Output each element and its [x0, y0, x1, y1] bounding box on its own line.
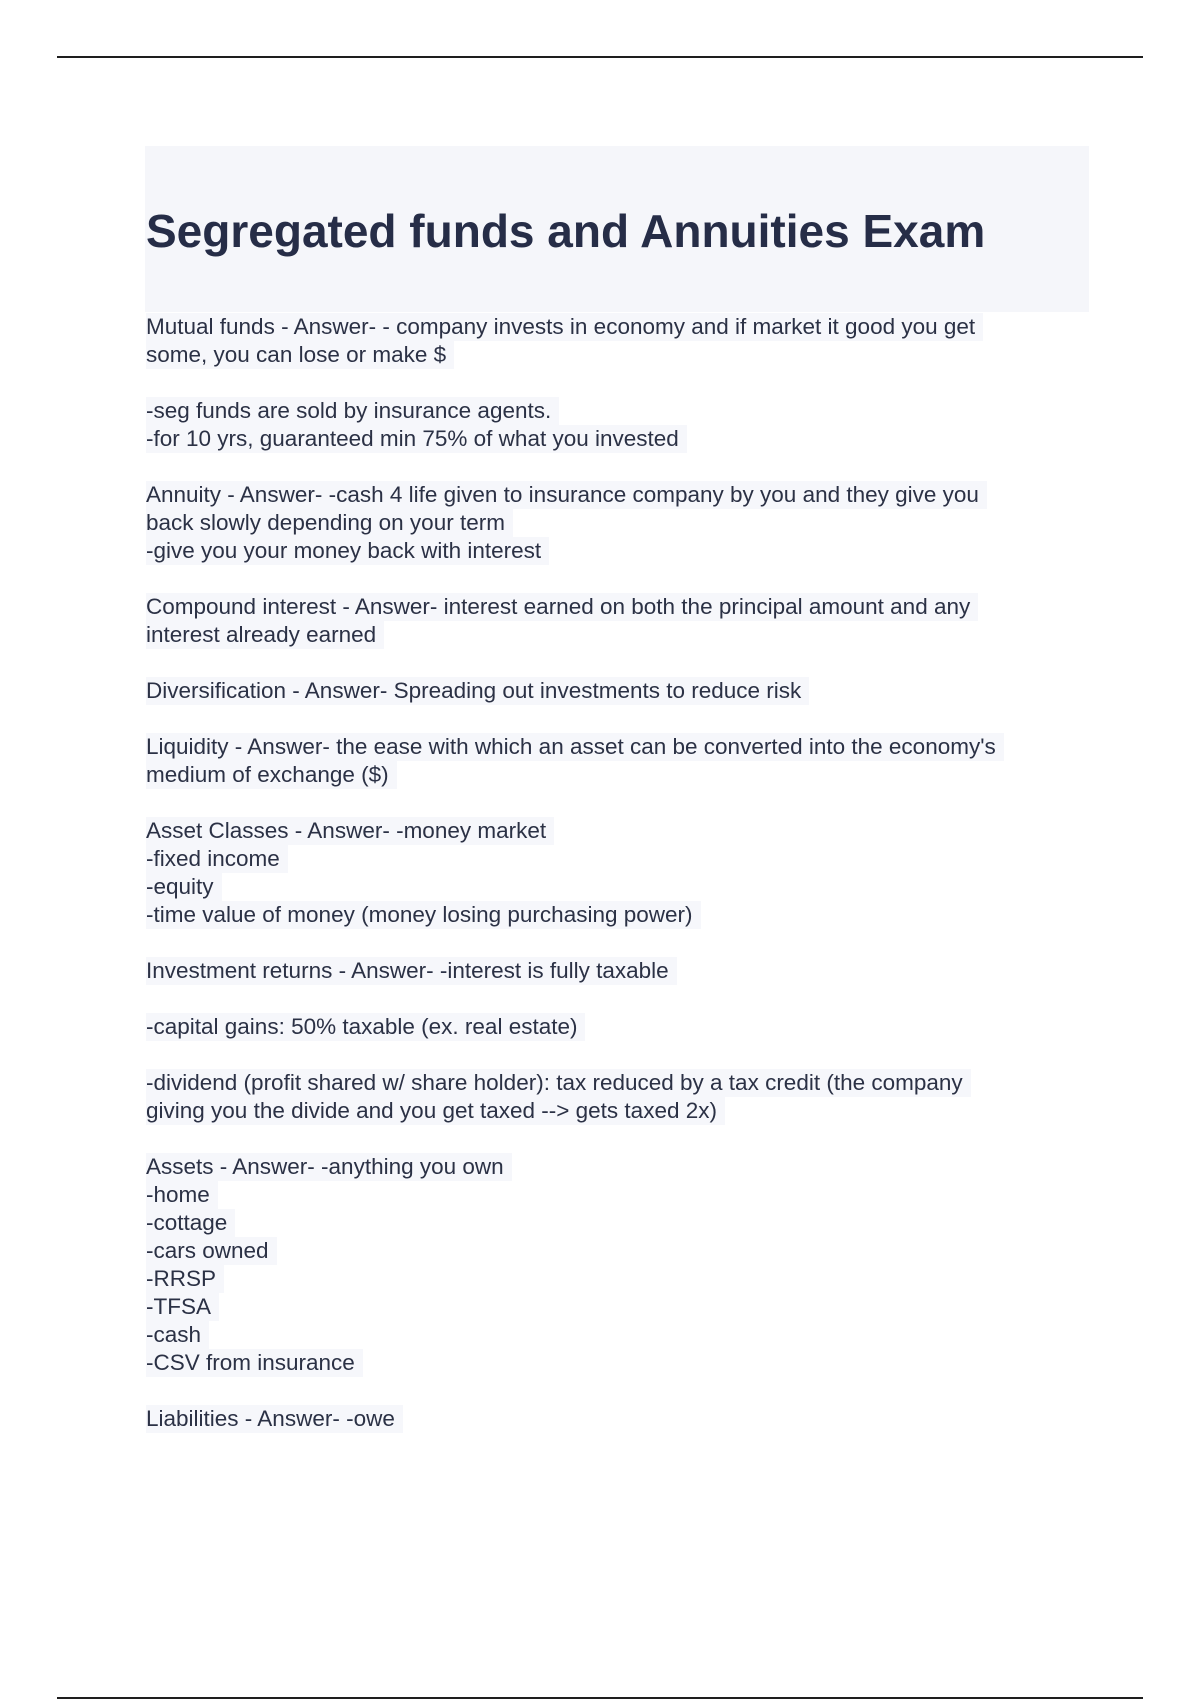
text-line: Annuity - Answer- -cash 4 life given to insurance company by you and they give you [146, 481, 987, 509]
text-line: -capital gains: 50% taxable (ex. real estate) [146, 1013, 585, 1041]
document-title: Segregated funds and Annuities Exam [146, 205, 986, 257]
text-line: -for 10 yrs, guaranteed min 75% of what you invested [146, 425, 687, 453]
entry-capital-gains [146, 1013, 1086, 1041]
top-divider [57, 56, 1143, 58]
text-line: Compound interest - Answer- interest earned on both the principal amount and any [146, 593, 978, 621]
text-line: -CSV from insurance [146, 1349, 363, 1377]
text-line: back slowly depending on your term [146, 509, 513, 537]
text-line: -seg funds are sold by insurance agents. [146, 397, 559, 425]
entry-compound-interest [146, 593, 1086, 649]
text-line: Mutual funds - Answer- - company invests in economy and if market it good you get [146, 313, 983, 341]
document-body [146, 313, 1086, 1461]
entry-diversification [146, 677, 1086, 705]
text-line: some, you can lose or make $ [146, 341, 454, 369]
text-line: -RRSP [146, 1265, 224, 1293]
entry-assets [146, 1153, 1086, 1377]
bottom-divider [57, 1697, 1143, 1699]
text-line: -cottage [146, 1209, 235, 1237]
entry-liabilities [146, 1405, 1086, 1433]
text-line: -dividend (profit shared w/ share holder): tax reduced by a tax credit (the company [146, 1069, 971, 1097]
text-line: -fixed income [146, 845, 288, 873]
text-line: Investment returns - Answer- -interest is fully taxable [146, 957, 677, 985]
text-line: Asset Classes - Answer- -money market [146, 817, 554, 845]
text-line: interest already earned [146, 621, 384, 649]
text-line: -cars owned [146, 1237, 277, 1265]
entry-dividend [146, 1069, 1086, 1125]
entry-annuity [146, 481, 1086, 565]
text-line: -time value of money (money losing purchasing power) [146, 901, 701, 929]
text-line: -give you your money back with interest [146, 537, 549, 565]
text-line: -home [146, 1181, 218, 1209]
text-line: giving you the divide and you get taxed --> gets taxed 2x) [146, 1097, 725, 1125]
entry-seg-funds [146, 397, 1086, 453]
text-line: Diversification - Answer- Spreading out investments to reduce risk [146, 677, 809, 705]
entry-mutual-funds [146, 313, 1086, 369]
text-line: -equity [146, 873, 222, 901]
text-line: medium of exchange ($) [146, 761, 397, 789]
text-line: -cash [146, 1321, 209, 1349]
text-line: Liquidity - Answer- the ease with which an asset can be converted into the economy's [146, 733, 1004, 761]
entry-liquidity [146, 733, 1086, 789]
entry-asset-classes [146, 817, 1086, 929]
text-line: Assets - Answer- -anything you own [146, 1153, 512, 1181]
text-line: Liabilities - Answer- -owe [146, 1405, 403, 1433]
text-line: -TFSA [146, 1293, 219, 1321]
entry-investment-returns [146, 957, 1086, 985]
